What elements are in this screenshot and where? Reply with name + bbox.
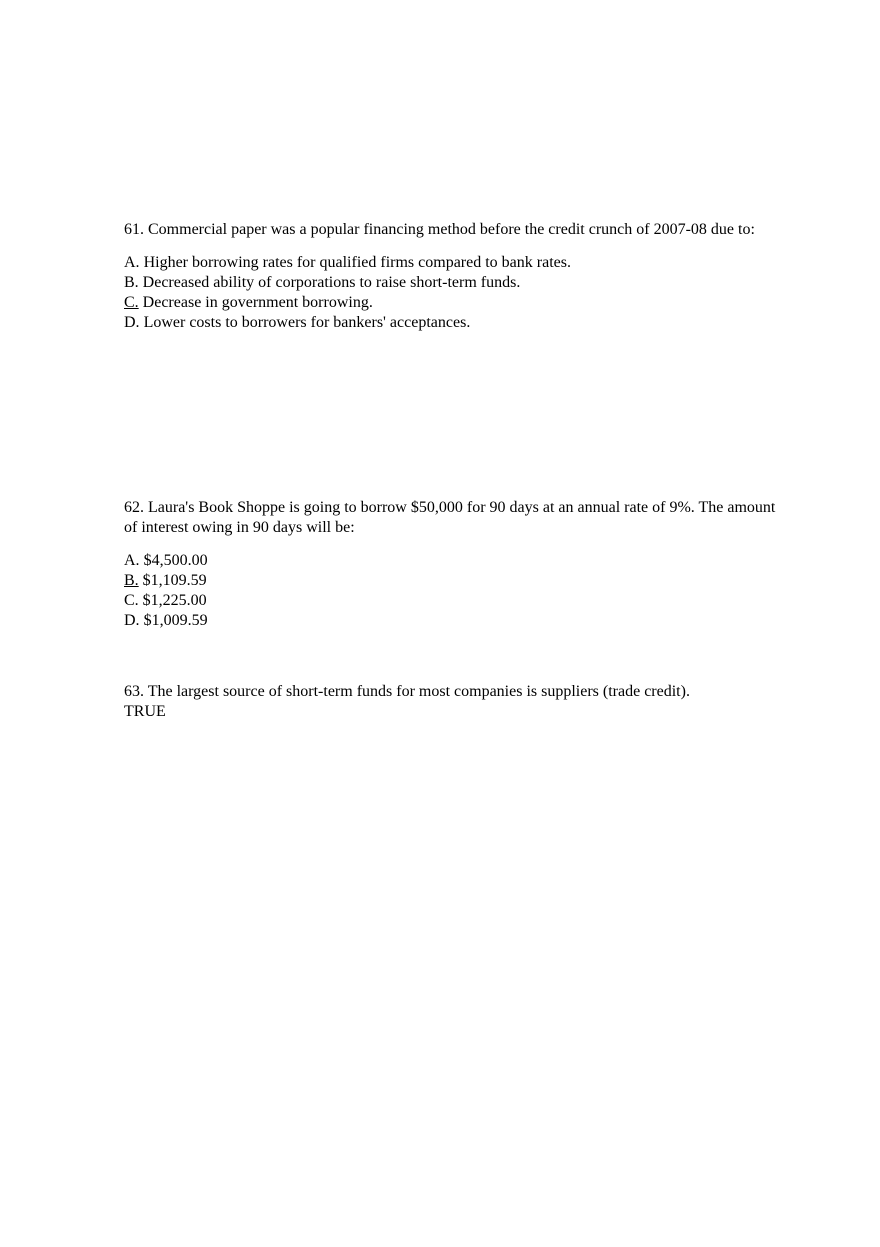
option-d	[124, 611, 784, 631]
option-letter: D.	[124, 612, 140, 629]
option-text: Lower costs to borrowers for bankers' acceptances.	[143, 314, 471, 331]
option-text: $1,009.59	[143, 612, 208, 629]
question-text	[124, 682, 784, 702]
option-b	[124, 273, 784, 293]
option-d	[124, 313, 784, 333]
option-c	[124, 293, 784, 313]
option-c	[124, 591, 784, 611]
question-number: 62.	[124, 499, 144, 516]
question-62	[124, 498, 784, 631]
question-text	[124, 220, 784, 240]
option-letter: D.	[124, 314, 140, 331]
option-a	[124, 551, 784, 571]
question-prompt: Laura's Book Shoppe is going to borrow $50,000 for 90 days at an annual rate of 9%. The amount of interest owing in 90 days will be:	[124, 499, 776, 536]
option-letter: C.	[124, 592, 139, 609]
option-text: Decreased ability of corporations to raise short-term funds.	[142, 274, 521, 291]
option-text: $4,500.00	[143, 552, 208, 569]
question-text	[124, 498, 784, 538]
true-false-answer: TRUE	[124, 703, 166, 720]
option-letter-correct: B.	[124, 572, 139, 589]
option-letter: A.	[124, 552, 140, 569]
question-prompt: The largest source of short-term funds for most companies is suppliers (trade credit).	[147, 683, 690, 700]
option-text: $1,109.59	[142, 572, 207, 589]
option-letter-correct: C.	[124, 294, 139, 311]
option-b	[124, 571, 784, 591]
option-a	[124, 253, 784, 273]
option-text: Decrease in government borrowing.	[142, 294, 373, 311]
question-number: 63.	[124, 683, 144, 700]
question-63	[124, 682, 784, 722]
option-text: Higher borrowing rates for qualified firms compared to bank rates.	[143, 254, 571, 271]
question-number: 61.	[124, 221, 144, 238]
option-letter: B.	[124, 274, 139, 291]
option-letter: A.	[124, 254, 140, 271]
option-text: $1,225.00	[142, 592, 207, 609]
answer-options	[124, 253, 784, 333]
question-61	[124, 220, 784, 333]
answer-options	[124, 551, 784, 631]
question-prompt: Commercial paper was a popular financing method before the credit crunch of 2007-08 due to:	[148, 221, 755, 238]
